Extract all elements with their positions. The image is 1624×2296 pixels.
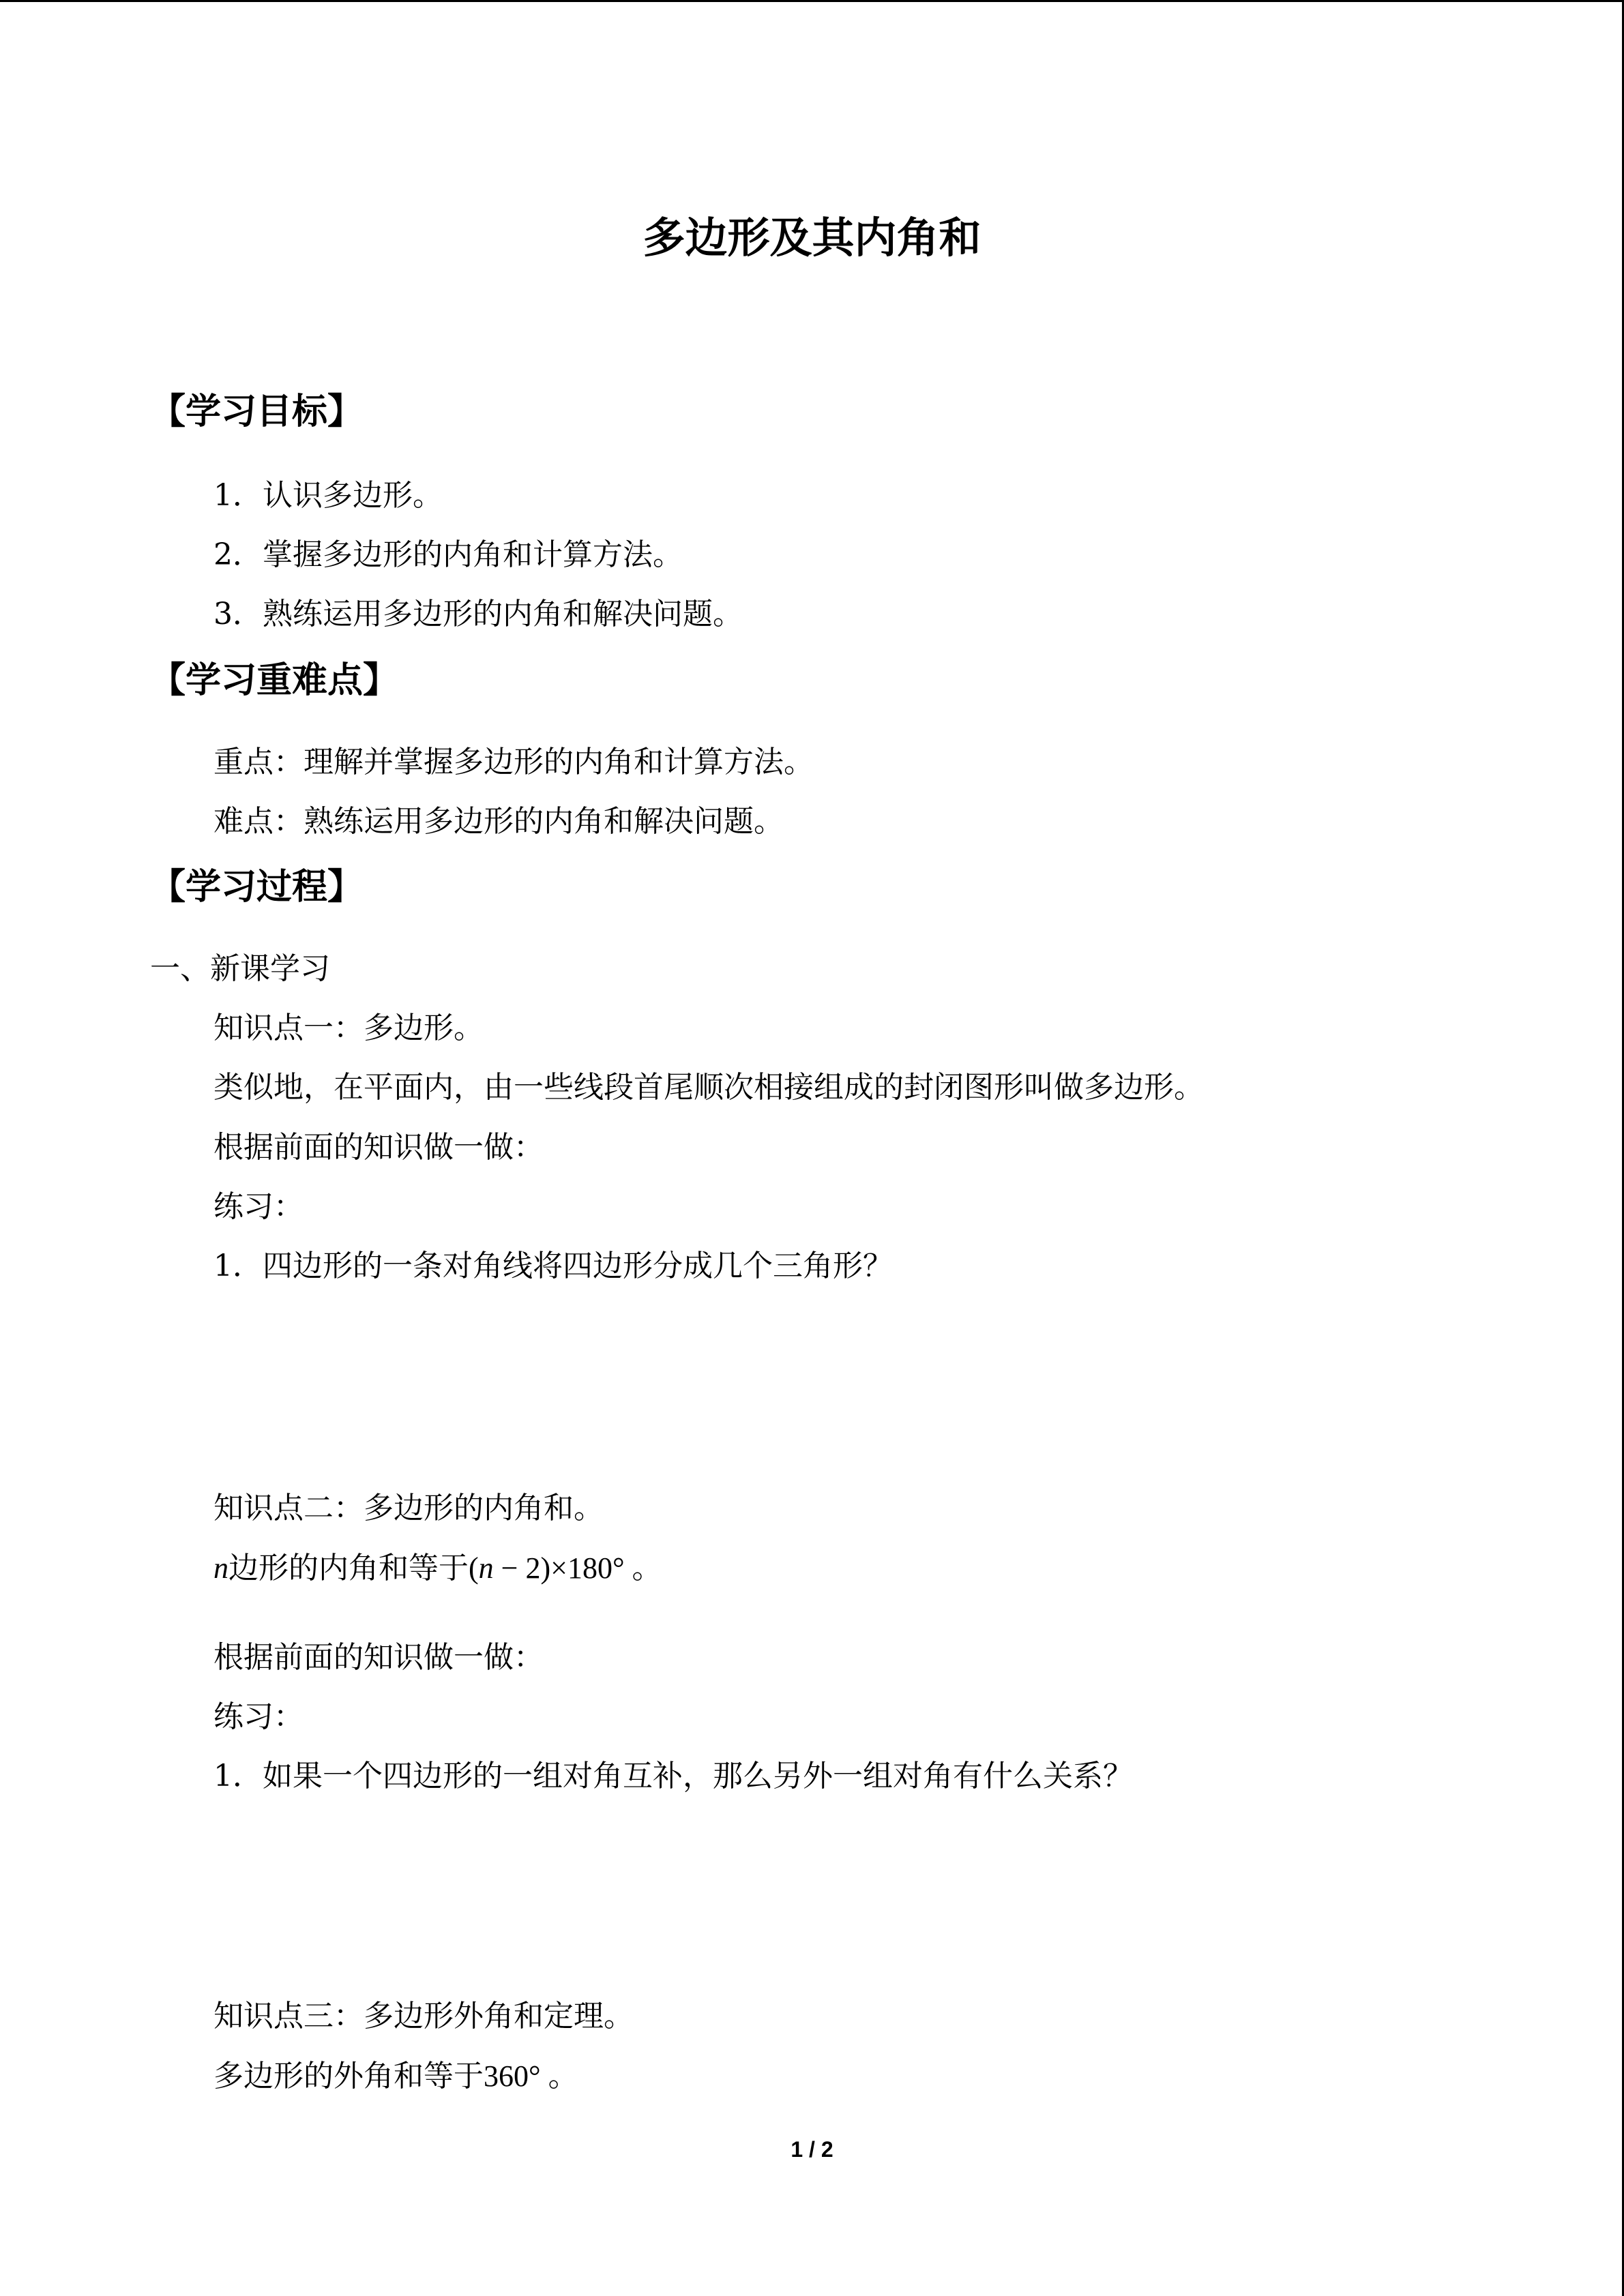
kp1-definition: 类似地，在平面内，由一些线段首尾顺次相接组成的封闭图形叫做多边形。 <box>213 1070 1204 1105</box>
kp2-question: 1．如果一个四边形的一组对角互补，那么另外一组对角有什么关系？ <box>213 1759 1133 1793</box>
kp3-title: 知识点三：多边形外角和定理。 <box>213 1999 634 2033</box>
goals-heading: 【学习目标】 <box>150 391 364 432</box>
kp1-exercise-label: 练习： <box>213 1189 304 1224</box>
goal-item-2: 2．掌握多边形的内角和计算方法。 <box>213 537 683 572</box>
formula-text: 边形的内角和等于 <box>228 1551 469 1585</box>
document-title: 多边形及其内角和 <box>643 213 981 263</box>
process-heading: 【学习过程】 <box>150 867 364 908</box>
formula-variable-n: n <box>213 1551 228 1585</box>
part1-title: 一、新课学习 <box>150 951 330 986</box>
formula-open-paren: ( <box>469 1551 479 1585</box>
formula-variable-n-2: n <box>478 1551 494 1585</box>
goal-item-1: 1．认识多边形。 <box>213 478 443 513</box>
kp2-prompt: 根据前面的知识做一做： <box>213 1640 544 1675</box>
kp1-prompt: 根据前面的知识做一做： <box>213 1130 544 1165</box>
kp3-statement-value: 360° 。 <box>484 2059 578 2093</box>
kp2-exercise-label: 练习： <box>213 1699 304 1734</box>
kp2-formula <box>213 1553 662 1583</box>
kp1-title: 知识点一：多边形。 <box>213 1011 484 1045</box>
goal-item-3: 3．熟练运用多边形的内角和解决问题。 <box>213 597 743 631</box>
kp1-question: 1．四边形的一条对角线将四边形分成几个三角形？ <box>213 1249 893 1283</box>
page-top-border <box>0 0 1624 2</box>
key-point-text: 重点：理解并掌握多边形的内角和计算方法。 <box>213 745 814 779</box>
difficult-point-text: 难点：熟练运用多边形的内角和解决问题。 <box>213 804 784 839</box>
kp2-title: 知识点二：多边形的内角和。 <box>213 1491 604 1525</box>
page-number: 1 / 2 <box>791 2137 833 2162</box>
kp3-statement-text: 多边形的外角和等于 <box>213 2059 484 2093</box>
formula-rest: − 2)×180° 。 <box>493 1551 662 1585</box>
key-points-heading: 【学习重难点】 <box>150 660 399 701</box>
kp3-statement <box>213 2061 578 2091</box>
